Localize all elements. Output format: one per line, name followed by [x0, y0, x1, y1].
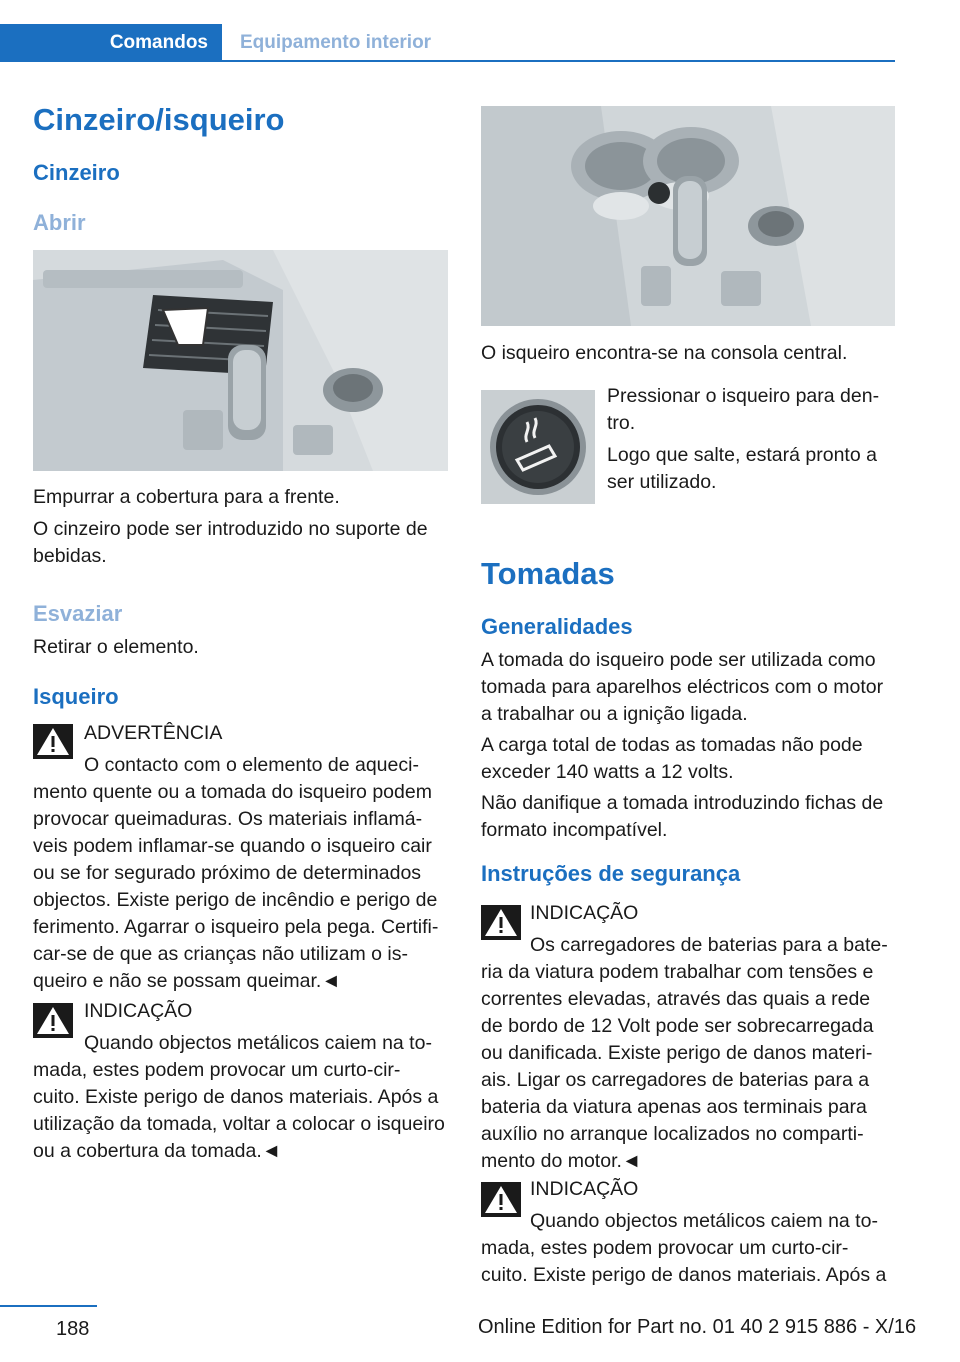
warning1-line: veis podem inflamar-se quando o isqueiro cair — [33, 835, 432, 857]
heading-isqueiro: Isqueiro — [33, 684, 119, 709]
warning3-line: ou danificada. Existe perigo de danos materi- — [481, 1042, 873, 1064]
warning3-line: ais. Ligar os carregadores de baterias para a — [481, 1069, 870, 1091]
tab-comandos[interactable]: Comandos — [0, 24, 222, 62]
warning1-line: ferimento. Agarrar o isqueiro pela pega. Certifi- — [33, 916, 439, 938]
warning1-line: O contacto com o elemento de aqueci- — [84, 754, 419, 776]
warning-label-indicacao: INDICAÇÃO — [530, 902, 639, 924]
para-logo-line2: ser utilizado. — [607, 471, 717, 493]
warning3-line: mento do motor.◄ — [481, 1150, 642, 1172]
warning3-line: auxílio no arranque localizados no comparti- — [481, 1123, 864, 1145]
warning1-line: ou se for segurado próximo de determinados — [33, 862, 422, 884]
para-logo-line1: Logo que salte, estará pronto a — [607, 444, 877, 466]
para-cinzeiro-line1: O cinzeiro pode ser introduzido no suporte de — [33, 518, 428, 540]
para-generalidades-line: A tomada do isqueiro pode ser utilizada como — [481, 649, 876, 671]
warning-icon — [481, 1182, 521, 1217]
section-title-tomadas: Tomadas — [481, 556, 615, 591]
warning-label-indicacao: INDICAÇÃO — [530, 1178, 639, 1200]
warning-icon — [33, 1003, 73, 1038]
warning1-line: mento quente ou a tomada do isqueiro podem — [33, 781, 432, 803]
para-pressionar-line2: tro. — [607, 412, 636, 434]
para-retirar: Retirar o elemento. — [33, 636, 199, 658]
warning-icon — [481, 905, 521, 940]
para-generalidades-line: tomada para aparelhos eléctricos com o motor — [481, 676, 884, 698]
console-photo — [481, 106, 895, 326]
warning-icon — [33, 724, 73, 759]
page-title: Cinzeiro/isqueiro — [33, 102, 285, 137]
ashtray-photo — [33, 250, 448, 471]
tab-equipamento-interior[interactable]: Equipamento interior — [240, 32, 432, 53]
edition-info: Online Edition for Part no. 01 40 2 915 886 - X/16 — [478, 1316, 917, 1338]
warning4-line: mada, estes podem provocar um curto-cir- — [481, 1237, 849, 1259]
para-consola: O isqueiro encontra-se na consola central. — [481, 342, 848, 364]
warning3-line: Os carregadores de baterias para a bate- — [530, 934, 888, 956]
warning-label-indicacao: INDICAÇÃO — [84, 1000, 193, 1022]
heading-esvaziar: Esvaziar — [33, 601, 123, 626]
warning2-line: mada, estes podem provocar um curto-cir- — [33, 1059, 401, 1081]
heading-cinzeiro: Cinzeiro — [33, 160, 120, 185]
warning1-line: car-se de que as crianças não utilizam o is- — [33, 943, 409, 965]
warning2-line: cuito. Existe perigo de danos materiais. Após a — [33, 1086, 439, 1108]
heading-instrucoes-seguranca: Instruções de segurança — [481, 861, 741, 886]
warning1-line: objectos. Existe perigo de incêndio e perigo de — [33, 889, 438, 911]
warning2-line: Quando objectos metálicos caiem na to- — [84, 1032, 432, 1054]
warning3-line: correntes elevadas, através das quais a rede — [481, 988, 871, 1010]
warning2-line: utilização da tomada, voltar a colocar o isqueiro — [33, 1113, 445, 1135]
para-danificar-line: Não danifique a tomada introduzindo fichas de — [481, 792, 884, 814]
para-carga-line: A carga total de todas as tomadas não pode — [481, 734, 863, 756]
warning-label-advertencia: ADVERTÊNCIA — [84, 722, 223, 744]
para-cinzeiro-line2: bebidas. — [33, 545, 107, 567]
para-generalidades-line: a trabalhar ou a ignição ligada. — [481, 703, 748, 725]
warning3-line: bateria da viatura apenas aos terminais para — [481, 1096, 867, 1118]
warning1-line: provocar queimaduras. Os materiais inflamá- — [33, 808, 423, 830]
para-danificar-line: formato incompatível. — [481, 819, 668, 841]
heading-abrir: Abrir — [33, 210, 86, 235]
lighter-photo — [481, 390, 595, 504]
warning3-line: ria da viatura podem trabalhar com tensões e — [481, 961, 874, 983]
warning4-line: Quando objectos metálicos caiem na to- — [530, 1210, 878, 1232]
heading-generalidades: Generalidades — [481, 614, 633, 639]
warning2-line: ou a cobertura da tomada.◄ — [33, 1140, 282, 1162]
page-number: 188 — [56, 1318, 90, 1340]
warning4-line: cuito. Existe perigo de danos materiais. Após a — [481, 1264, 887, 1286]
para-pressionar-line1: Pressionar o isqueiro para den- — [607, 385, 880, 407]
para-empurrar: Empurrar a cobertura para a frente. — [33, 486, 340, 508]
warning3-line: de bordo de 12 Volt pode ser sobrecarregada — [481, 1015, 874, 1037]
warning1-line: queiro e não se possam queimar.◄ — [33, 970, 341, 992]
para-carga-line: exceder 140 watts a 12 volts. — [481, 761, 734, 783]
footer-rule — [0, 1305, 97, 1307]
